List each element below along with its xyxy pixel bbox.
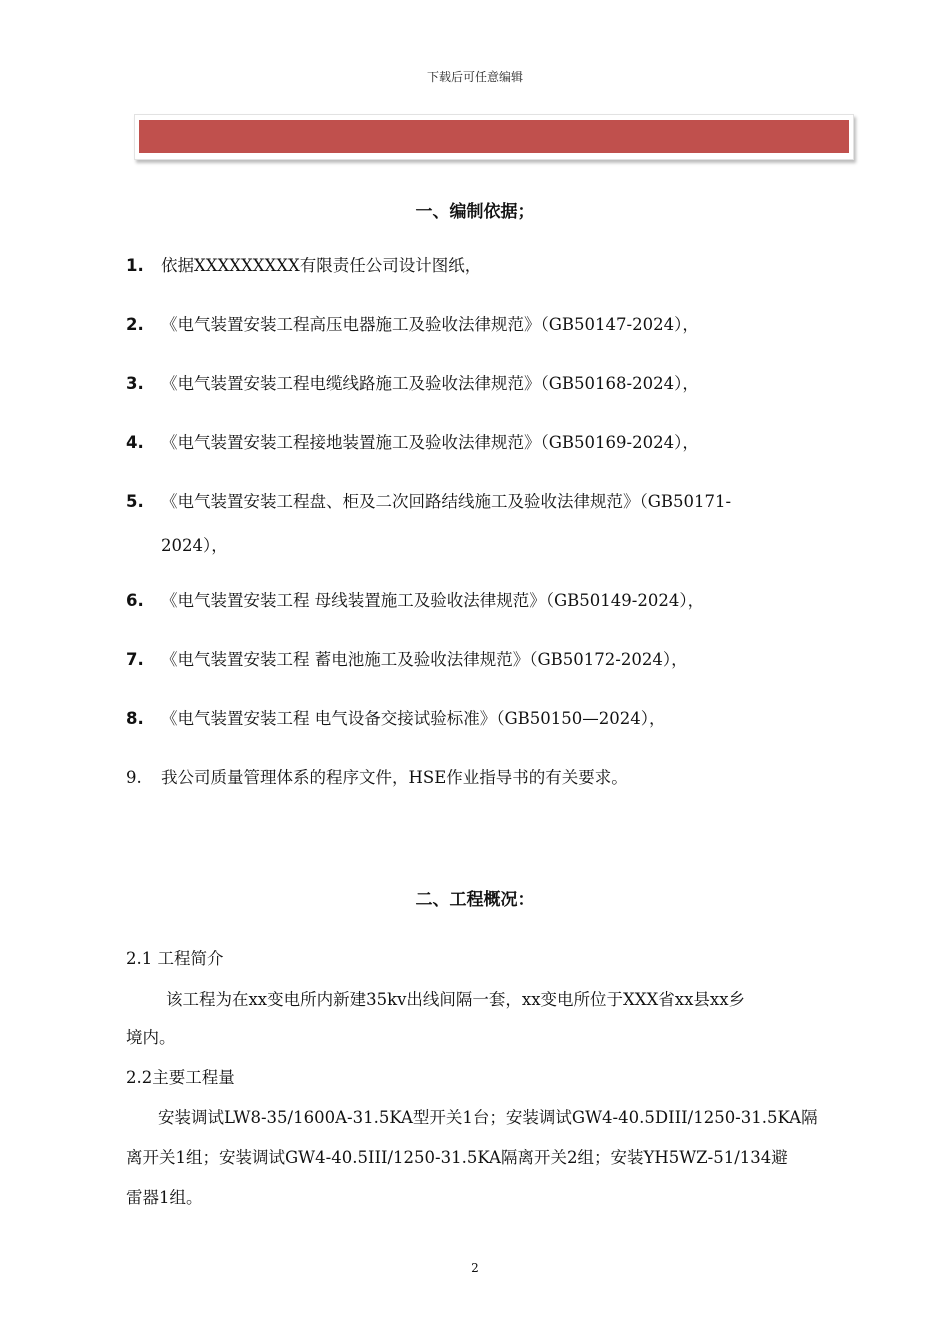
- list-item-number: 7.: [126, 650, 144, 669]
- list-item-text: 《电气装置安装工程 电气设备交接试验标准》（GB50150—2024），: [161, 709, 666, 728]
- list-item-text: 我公司质量管理体系的程序文件，HSE作业指导书的有关要求。: [161, 768, 628, 787]
- decorative-banner: [139, 120, 849, 153]
- subsection-title: 2.2主要工程量: [126, 1068, 235, 1087]
- list-item-number: 2.: [126, 315, 144, 334]
- list-item: [126, 768, 826, 788]
- list-item-number: 9.: [126, 768, 142, 787]
- list-item-number: 4.: [126, 433, 144, 452]
- list-item: [126, 374, 826, 394]
- section-2-heading: 二、工程概况：: [415, 890, 535, 910]
- list-item-text: 《电气装置安装工程 母线装置施工及验收法律规范》（GB50149-2024），: [161, 591, 705, 610]
- list-item-text: 《电气装置安装工程接地装置施工及验收法律规范》（GB50169-2024），: [161, 433, 699, 452]
- page-header: 下载后可任意编辑: [426, 70, 523, 84]
- list-item: [126, 315, 826, 335]
- paragraph-line: 离开关1组；安装调试GW4-40.5III/1250-31.5KA隔离开关2组；安装YH5WZ-51/134避: [126, 1148, 788, 1167]
- list-item-text: 《电气装置安装工程 蓄电池施工及验收法律规范》（GB50172-2024），: [161, 650, 688, 669]
- decorative-banner-frame: [134, 114, 854, 160]
- list-item-continuation: 2024），: [161, 536, 228, 555]
- list-item: [126, 433, 826, 453]
- paragraph-line: 该工程为在xx变电所内新建35kv出线间隔一套，xx变电所位于XXX省xx县xx乡: [166, 990, 745, 1009]
- list-item-text: 《电气装置安装工程高压电器施工及验收法律规范》（GB50147-2024），: [161, 315, 699, 334]
- list-item-number: 8.: [126, 709, 144, 728]
- list-item-number: 3.: [126, 374, 144, 393]
- paragraph-line: 雷器1组。: [126, 1188, 203, 1207]
- list-item: [126, 256, 826, 276]
- list-item-text: 《电气装置安装工程盘、柜及二次回路结线施工及验收法律规范》（GB50171-: [161, 492, 732, 511]
- list-item-number: 1.: [126, 256, 144, 275]
- list-item-number: 6.: [126, 591, 144, 610]
- list-item-text: 《电气装置安装工程电缆线路施工及验收法律规范》（GB50168-2024），: [161, 374, 699, 393]
- paragraph-line: 境内。: [126, 1028, 176, 1047]
- paragraph-line: 安装调试LW8-35/1600A-31.5KA型开关1台；安装调试GW4-40.5DIII/1250-31.5KA隔: [158, 1108, 818, 1127]
- list-item: [126, 591, 826, 611]
- list-item-text: 依据XXXXXXXXX有限责任公司设计图纸，: [161, 256, 482, 275]
- section-1-heading: 一、编制依据；: [415, 202, 535, 222]
- list-item: [126, 492, 826, 512]
- list-item-number: 5.: [126, 492, 144, 511]
- list-item: [126, 650, 826, 670]
- list-item: [126, 709, 826, 729]
- subsection-title: 2.1 工程简介: [126, 949, 224, 968]
- page-number: 2: [471, 1261, 479, 1275]
